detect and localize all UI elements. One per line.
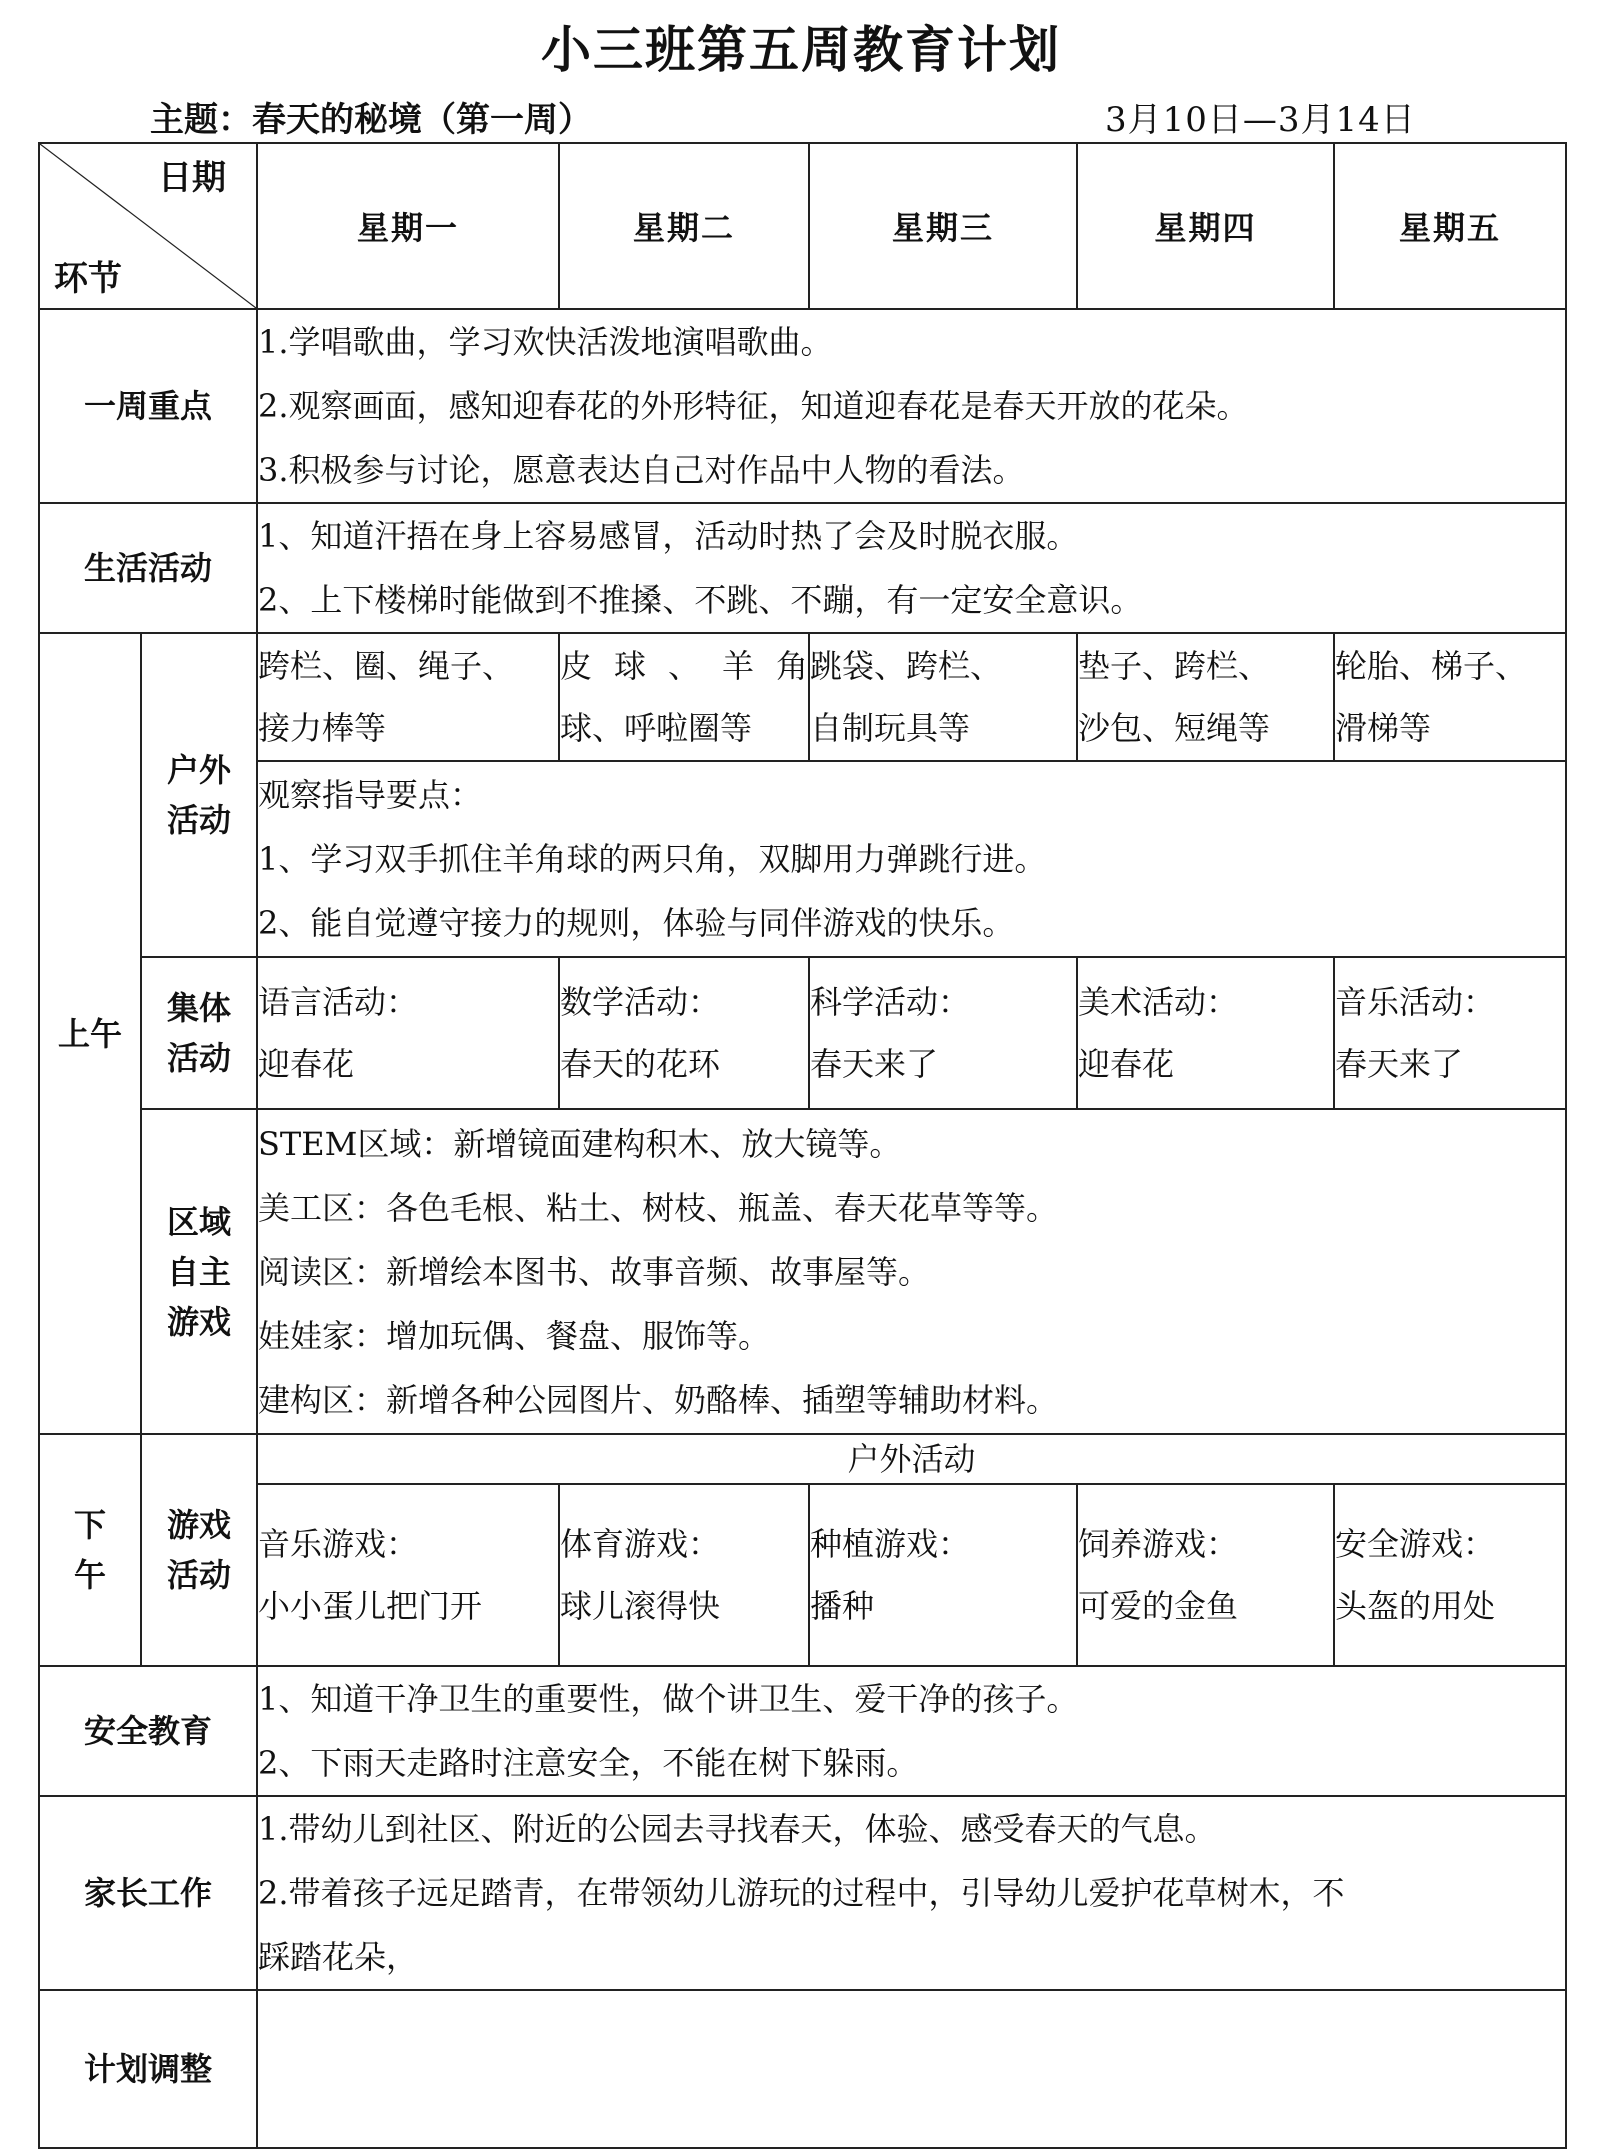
game-item-wednesday: 种植游戏： 播种 [809,1484,1077,1666]
game-label: 游戏 活动 [141,1434,257,1666]
parents-label: 家长工作 [39,1796,257,1990]
weekly-focus-label: 一周重点 [39,309,257,503]
day-wednesday: 星期三 [809,143,1077,309]
date-range: 3月10日—3月14日 [1105,100,1416,140]
weekly-focus-line: 1.学唱歌曲，学习欢快活泼地演唱歌曲。 [258,323,833,361]
afternoon-game-row [39,1484,1566,1666]
area-content: STEM区域：新增镜面建构积木、放大镜等。 美工区：各色毛根、粘土、树枝、瓶盖、春天花草等等。 阅读区：新增绘本图书、故事音频、故事屋等。 娃娃家：增加玩偶、餐盘、服饰等。 建构区：新增各种公园图片、奶酪棒、插塑等辅助材料。 [257,1109,1566,1434]
area-game-row [39,1109,1566,1434]
group-item-wednesday: 科学活动： 春天来了 [809,957,1077,1109]
adjust-row [39,1990,1566,2148]
weekly-focus-row [39,309,1566,503]
outdoor-materials-row [39,633,1566,761]
outdoor-item-thursday: 垫子、跨栏、 沙包、短绳等 [1077,633,1334,761]
life-row [39,503,1566,633]
day-friday: 星期五 [1334,143,1566,309]
afternoon-label: 下 午 [39,1434,141,1666]
safety-label: 安全教育 [39,1666,257,1796]
day-tuesday: 星期二 [559,143,809,309]
group-label: 集体 活动 [141,957,257,1109]
life-line: 2、上下楼梯时能做到不推搡、不跳、不蹦，有一定安全意识。 [258,581,1143,619]
game-item-tuesday: 体育游戏： 球儿滚得快 [559,1484,809,1666]
outdoor-item-tuesday: 皮球、羊角 球、呼啦圈等 [559,633,809,761]
afternoon-header-row [39,1434,1566,1484]
day-monday: 星期一 [257,143,559,309]
page-title: 小三班第五周教育计划 [541,20,1061,79]
outdoor-item-monday: 跨栏、圈、绳子、 接力棒等 [257,633,559,761]
corner-section-label: 环节 [54,259,122,299]
outdoor-item-wednesday: 跳袋、跨栏、 自制玩具等 [809,633,1077,761]
morning-label: 上午 [39,633,141,1434]
weekly-focus-line: 2.观察画面，感知迎春花的外形特征，知道迎春花是春天开放的花朵。 [258,387,1249,425]
game-item-monday: 音乐游戏： 小小蛋儿把门开 [257,1484,559,1666]
plan-table [38,142,1567,2149]
group-item-thursday: 美术活动： 迎春花 [1077,957,1334,1109]
parents-content: 1.带幼儿到社区、附近的公园去寻找春天，体验、感受春天的气息。 2.带着孩子远足踏青，在带领幼儿游玩的过程中，引导幼儿爱护花草树木，不 踩踏花朵， [257,1796,1566,1990]
group-item-monday: 语言活动： 迎春花 [257,957,559,1109]
outdoor-item-friday: 轮胎、梯子、 滑梯等 [1334,633,1566,761]
corner-cell [39,143,257,309]
life-line: 1、知道汗捂在身上容易感冒，活动时热了会及时脱衣服。 [258,517,1079,555]
game-item-friday: 安全游戏： 头盔的用处 [1334,1484,1566,1666]
life-label: 生活活动 [39,503,257,633]
afternoon-outdoor-header: 户外活动 [257,1434,1566,1484]
adjust-label: 计划调整 [39,1990,257,2148]
outdoor-guidance: 观察指导要点： 1、学习双手抓住羊角球的两只角，双脚用力弹跳行进。 2、能自觉遵守接力的规则，体验与同伴游戏的快乐。 [257,761,1566,957]
outdoor-guidance-row [39,761,1566,957]
parents-row [39,1796,1566,1990]
day-thursday: 星期四 [1077,143,1334,309]
life-content [257,503,1566,633]
outdoor-label: 户外 活动 [141,633,257,957]
area-label: 区域 自主 游戏 [141,1109,257,1434]
corner-date-label: 日期 [158,158,226,198]
weekly-focus-content [257,309,1566,503]
game-item-thursday: 饲养游戏： 可爱的金鱼 [1077,1484,1334,1666]
group-item-friday: 音乐活动： 春天来了 [1334,957,1566,1109]
header-row [39,143,1566,309]
group-activity-row [39,957,1566,1109]
group-item-tuesday: 数学活动： 春天的花环 [559,957,809,1109]
safety-content: 1、知道干净卫生的重要性，做个讲卫生、爱干净的孩子。 2、下雨天走路时注意安全，不能在树下躲雨。 [257,1666,1566,1796]
weekly-focus-line: 3.积极参与讨论，愿意表达自己对作品中人物的看法。 [258,451,1025,489]
adjust-content [257,1990,1566,2148]
theme-text: 主题：春天的秘境（第一周） [150,100,592,140]
safety-row [39,1666,1566,1796]
